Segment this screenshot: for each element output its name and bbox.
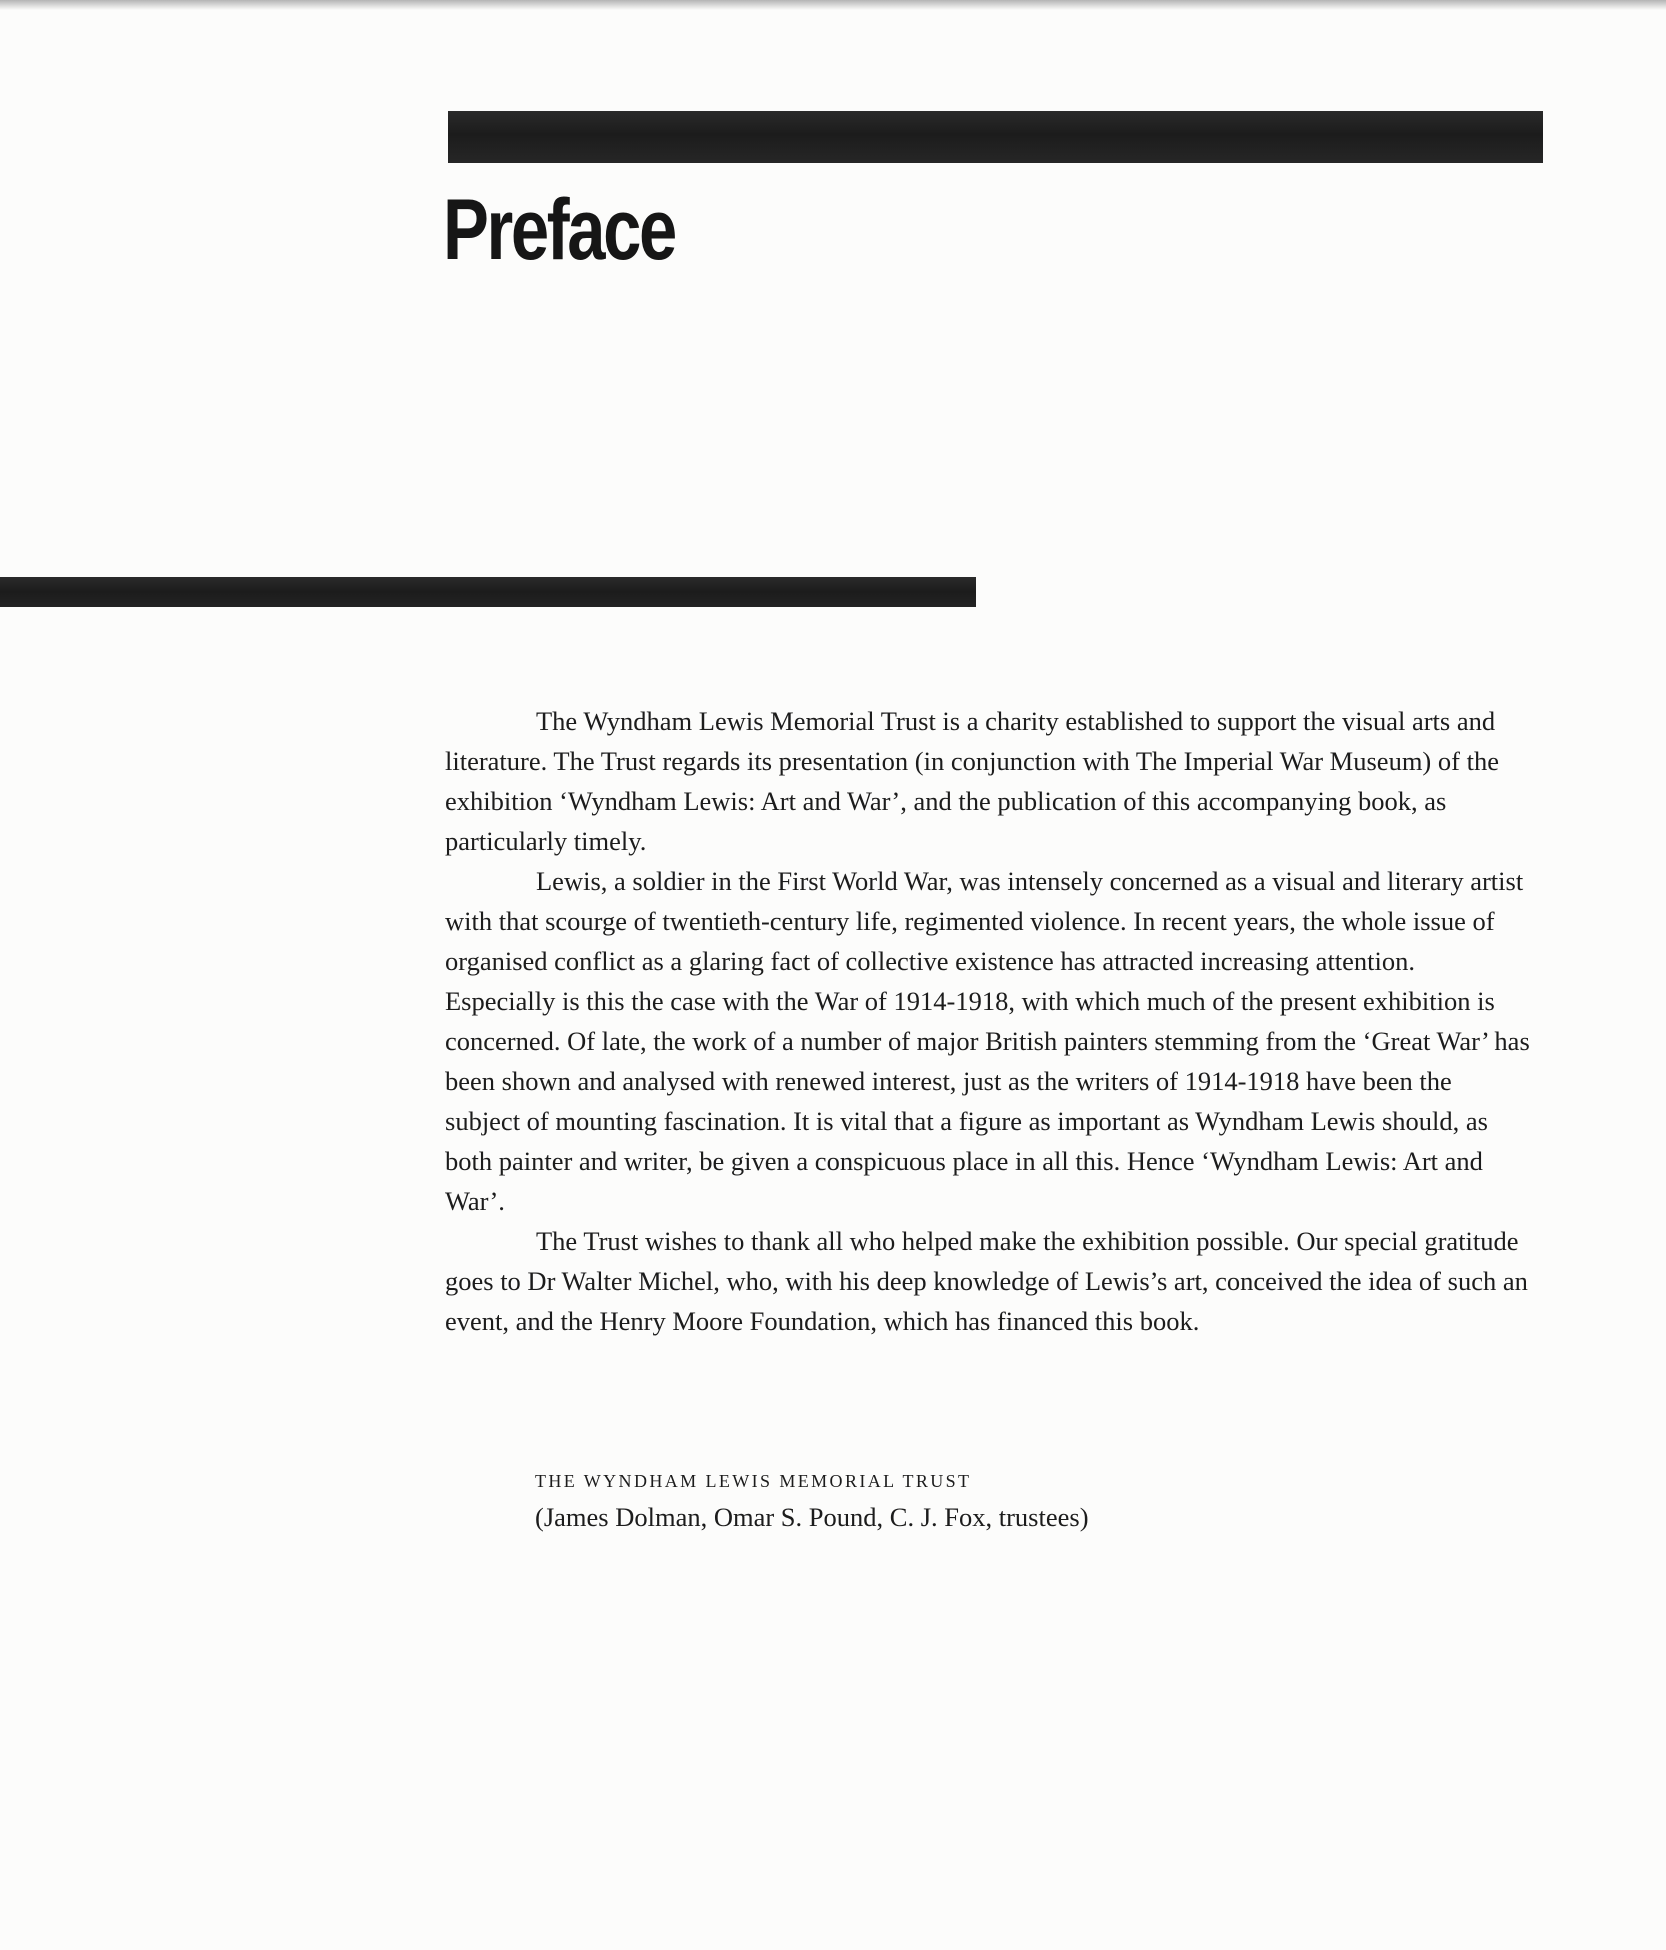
- signature-organization: THE WYNDHAM LEWIS MEMORIAL TRUST: [535, 1471, 972, 1491]
- signature-trustees: (James Dolman, Omar S. Pound, C. J. Fox, trustees): [535, 1502, 1089, 1532]
- paragraph-3: The Trust wishes to thank all who helped make the exhibition possible. Our special gratitude goes to Dr Walter Michel, who, with his deep knowledge of Lewis’s art, conceived the idea of such an event, and the Henry Moore Foundation, which has financed this book.: [445, 1226, 1528, 1336]
- page-title: Preface: [443, 182, 675, 278]
- paragraph-1: The Wyndham Lewis Memorial Trust is a charity established to support the visual arts and literature. The Trust regards its presentation (in conjunction with The Imperial War Museum) of the exhibition ‘Wyndham Lewis: Art and War’, and the publication of this accompanying book, as particularly timely.: [445, 706, 1499, 856]
- preface-body: [445, 701, 1530, 1341]
- signature-block: [535, 1467, 1089, 1537]
- paragraph-2: Lewis, a soldier in the First World War, was intensely concerned as a visual and literary artist with that scourge of twentieth-century life, regimented violence. In recent years, the whole issue of organised conflict as a glaring fact of collective existence has attracted increasing attention. Especially is this the case with the War of 1914-1918, with which much of the present exhibition is concerned. Of late, the work of a number of major British painters stemming from the ‘Great War’ has been shown and analysed with renewed interest, just as the writers of 1914-1918 have been the subject of mounting fascination. It is vital that a figure as important as Wyndham Lewis should, as both painter and writer, be given a conspicuous place in all this. Hence ‘Wyndham Lewis: Art and War’.: [445, 866, 1530, 1216]
- section-divider-bar: [0, 577, 976, 607]
- scan-edge-shadow: [0, 0, 1666, 10]
- header-decorative-bar: [448, 111, 1543, 163]
